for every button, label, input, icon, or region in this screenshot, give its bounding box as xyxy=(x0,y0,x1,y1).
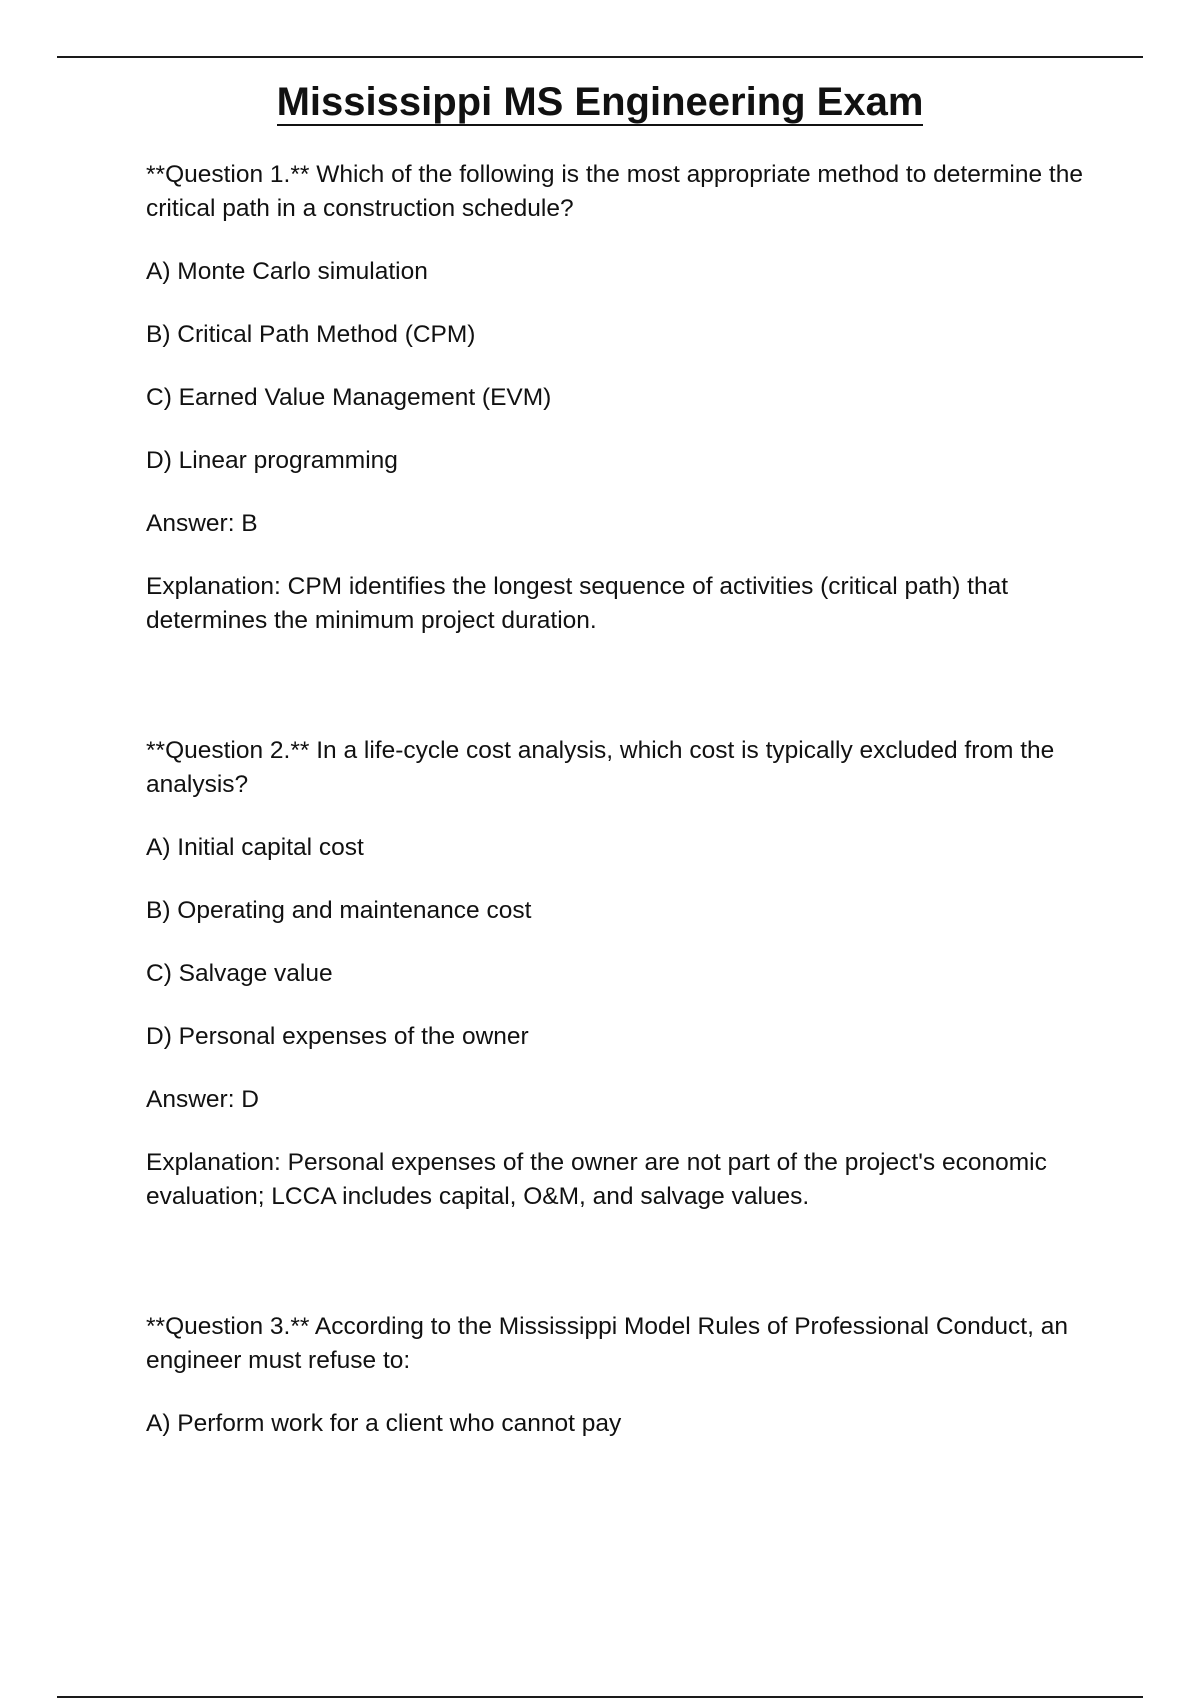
question-1-option-d: D) Linear programming xyxy=(146,447,398,474)
question-2-text: **Question 2.** In a life-cycle cost analysis, which cost is typically excluded from the analysis? xyxy=(146,737,1055,798)
question-3-text: **Question 3.** According to the Mississippi Model Rules of Professional Conduct, an engineer must refuse to: xyxy=(146,1313,1068,1374)
question-1-option-b: B) Critical Path Method (CPM) xyxy=(146,321,476,348)
question-1-answer: Answer: B xyxy=(146,510,258,537)
question-2-answer: Answer: D xyxy=(146,1086,260,1113)
question-2-option-c: C) Salvage value xyxy=(146,960,333,987)
document-body xyxy=(146,158,1096,1470)
bottom-divider xyxy=(57,1696,1143,1698)
question-2-option-b: B) Operating and maintenance cost xyxy=(146,897,532,924)
question-3 xyxy=(146,1310,1096,1441)
question-1 xyxy=(146,158,1096,638)
question-1-option-c: C) Earned Value Management (EVM) xyxy=(146,384,552,411)
question-3-option-a: A) Perform work for a client who cannot pay xyxy=(146,1410,622,1437)
question-1-explanation: Explanation: CPM identifies the longest sequence of activities (critical path) that determines the minimum project duration. xyxy=(146,573,1009,634)
question-2 xyxy=(146,734,1096,1214)
question-2-explanation: Explanation: Personal expenses of the owner are not part of the project's economic evaluation; LCCA includes capital, O&M, and salvage values. xyxy=(146,1149,1047,1210)
question-2-option-d: D) Personal expenses of the owner xyxy=(146,1023,529,1050)
page-title xyxy=(0,74,1200,130)
question-1-text: **Question 1.** Which of the following is the most appropriate method to determine the critical path in a construction schedule? xyxy=(146,161,1083,222)
question-1-option-a: A) Monte Carlo simulation xyxy=(146,258,428,285)
top-divider xyxy=(57,56,1143,58)
page-title-text: Mississippi MS Engineering Exam xyxy=(276,80,924,124)
question-2-option-a: A) Initial capital cost xyxy=(146,834,364,861)
